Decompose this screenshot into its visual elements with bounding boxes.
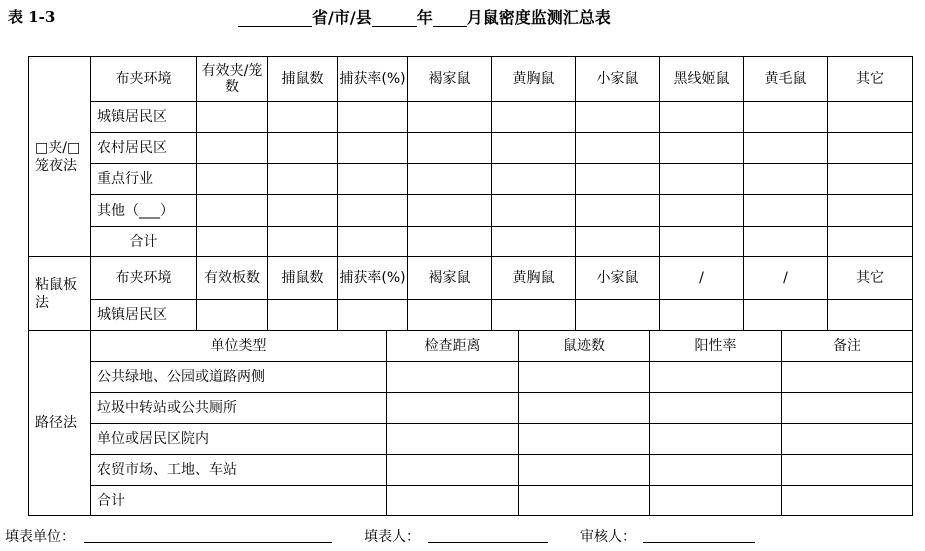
data-cell[interactable] (408, 227, 491, 256)
data-cell[interactable] (576, 195, 659, 226)
data-cell[interactable] (782, 362, 912, 392)
table-label: 表 1-3 (8, 8, 56, 26)
column-header: 其它 (856, 270, 884, 286)
column-header: 阳性率 (694, 338, 737, 354)
data-cell[interactable] (660, 133, 743, 163)
column-header: 小家鼠 (596, 71, 639, 87)
method-label-path: 路径法 (35, 415, 77, 431)
column-header: 有效板数 (204, 270, 260, 286)
column-header: 其它 (856, 71, 884, 87)
filler-field[interactable] (428, 542, 548, 543)
row-label: 城镇居民区 (97, 307, 167, 323)
title-part-year: 年 (416, 8, 433, 27)
data-cell[interactable] (744, 164, 827, 194)
data-cell[interactable] (576, 102, 659, 132)
row-label: 单位或居民区院内 (97, 431, 209, 447)
data-cell[interactable] (338, 195, 407, 226)
data-cell[interactable] (408, 164, 491, 194)
data-cell[interactable] (338, 102, 407, 132)
data-cell[interactable] (492, 227, 575, 256)
column-header: / (783, 270, 788, 286)
method-label-glue: 粘鼠板法 (35, 276, 77, 311)
column-header: 检查距离 (424, 338, 481, 354)
row-label: 合计 (97, 492, 125, 509)
column-header: 小家鼠 (596, 270, 639, 286)
data-cell[interactable] (519, 362, 649, 392)
data-cell[interactable] (197, 164, 267, 194)
filler-label: 填表人： (364, 529, 420, 545)
row-label: 重点行业 (97, 171, 153, 187)
column-header: / (699, 270, 704, 286)
data-cell[interactable] (387, 455, 518, 485)
data-cell[interactable] (408, 195, 491, 226)
column-header: 褐家鼠 (428, 270, 471, 286)
column-header: 鼠迹数 (563, 338, 605, 354)
data-cell[interactable] (492, 102, 575, 132)
data-cell[interactable] (828, 195, 912, 226)
column-header: 捕获率(%) (339, 270, 406, 286)
title-part-region: 省/市/县 (312, 8, 372, 27)
column-header: 捕鼠数 (281, 71, 324, 87)
data-cell[interactable] (650, 455, 781, 485)
data-cell[interactable] (197, 133, 267, 163)
data-cell[interactable] (387, 424, 518, 454)
data-cell[interactable] (197, 102, 267, 132)
row-label: 公共绿地、公园或道路两侧 (97, 369, 265, 385)
column-header: 黄胸鼠 (512, 71, 555, 87)
data-cell[interactable] (660, 300, 743, 330)
unit-label: 填表单位： (5, 529, 75, 545)
data-cell[interactable] (650, 393, 781, 423)
data-cell[interactable] (387, 393, 518, 423)
data-cell[interactable] (744, 195, 827, 226)
data-cell[interactable] (197, 227, 267, 256)
title-part-text: 月鼠密度监测汇总表 (466, 8, 611, 27)
column-header: 黄毛鼠 (764, 71, 807, 87)
data-cell[interactable] (492, 164, 575, 194)
data-cell[interactable] (197, 195, 267, 226)
reviewer-label: 审核人： (580, 529, 636, 545)
data-cell[interactable] (650, 486, 781, 515)
data-cell[interactable] (660, 102, 743, 132)
data-cell[interactable] (268, 164, 337, 194)
data-cell[interactable] (576, 300, 659, 330)
data-cell[interactable] (828, 164, 912, 194)
data-cell[interactable] (660, 195, 743, 226)
data-cell[interactable] (828, 227, 912, 256)
data-cell[interactable] (519, 486, 649, 515)
data-cell[interactable] (268, 300, 337, 330)
reviewer-field[interactable] (643, 542, 755, 543)
unit-field[interactable] (84, 542, 332, 543)
data-cell[interactable] (782, 455, 912, 485)
data-cell[interactable] (387, 486, 518, 515)
data-cell[interactable] (576, 164, 659, 194)
row-label: 合计 (129, 233, 158, 250)
data-cell[interactable] (744, 102, 827, 132)
data-cell[interactable] (268, 195, 337, 226)
data-cell[interactable] (492, 195, 575, 226)
data-cell[interactable] (338, 133, 407, 163)
data-cell[interactable] (408, 300, 491, 330)
column-header: 黑线姬鼠 (673, 71, 730, 87)
data-cell[interactable] (782, 486, 912, 515)
data-cell[interactable] (492, 300, 575, 330)
method-label-night: □夹/□笼夜法 (35, 139, 81, 174)
data-cell[interactable] (650, 362, 781, 392)
data-cell[interactable] (387, 362, 518, 392)
column-header: 捕鼠数 (281, 270, 324, 286)
column-header: 褐家鼠 (428, 71, 471, 87)
column-header: 有效夹/笼数 (201, 63, 263, 95)
data-cell[interactable] (828, 133, 912, 163)
data-cell[interactable] (660, 227, 743, 256)
data-cell[interactable] (338, 300, 407, 330)
data-cell[interactable] (744, 227, 827, 256)
column-header: 单位类型 (210, 338, 267, 354)
data-cell[interactable] (519, 393, 649, 423)
column-header: 布夹环境 (115, 270, 172, 286)
table-border-line (912, 56, 913, 516)
data-cell[interactable] (268, 102, 337, 132)
data-cell[interactable] (782, 393, 912, 423)
data-cell[interactable] (744, 133, 827, 163)
data-cell[interactable] (744, 300, 827, 330)
data-cell[interactable] (828, 102, 912, 132)
data-cell[interactable] (338, 227, 407, 256)
data-cell[interactable] (519, 455, 649, 485)
data-cell[interactable] (268, 227, 337, 256)
column-header: 捕获率(%) (339, 71, 406, 87)
data-cell[interactable] (660, 164, 743, 194)
data-cell[interactable] (828, 300, 912, 330)
row-label: 农村居民区 (97, 140, 167, 156)
data-cell[interactable] (268, 133, 337, 163)
form-footer (0, 522, 925, 546)
data-cell[interactable] (408, 133, 491, 163)
data-cell[interactable] (576, 227, 659, 256)
data-cell[interactable] (782, 424, 912, 454)
row-label: 城镇居民区 (97, 109, 167, 125)
row-label: 其他（___） (97, 202, 174, 219)
column-header: 黄胸鼠 (512, 270, 555, 286)
data-cell[interactable] (338, 164, 407, 194)
data-cell[interactable] (519, 424, 649, 454)
column-header: 备注 (833, 338, 861, 354)
row-label: 农贸市场、工地、车站 (97, 462, 237, 478)
row-label: 垃圾中转站或公共厕所 (97, 400, 237, 416)
data-cell[interactable] (408, 102, 491, 132)
column-header: 布夹环境 (115, 71, 172, 87)
data-cell[interactable] (197, 300, 267, 330)
data-cell[interactable] (650, 424, 781, 454)
data-cell[interactable] (492, 133, 575, 163)
data-cell[interactable] (576, 133, 659, 163)
